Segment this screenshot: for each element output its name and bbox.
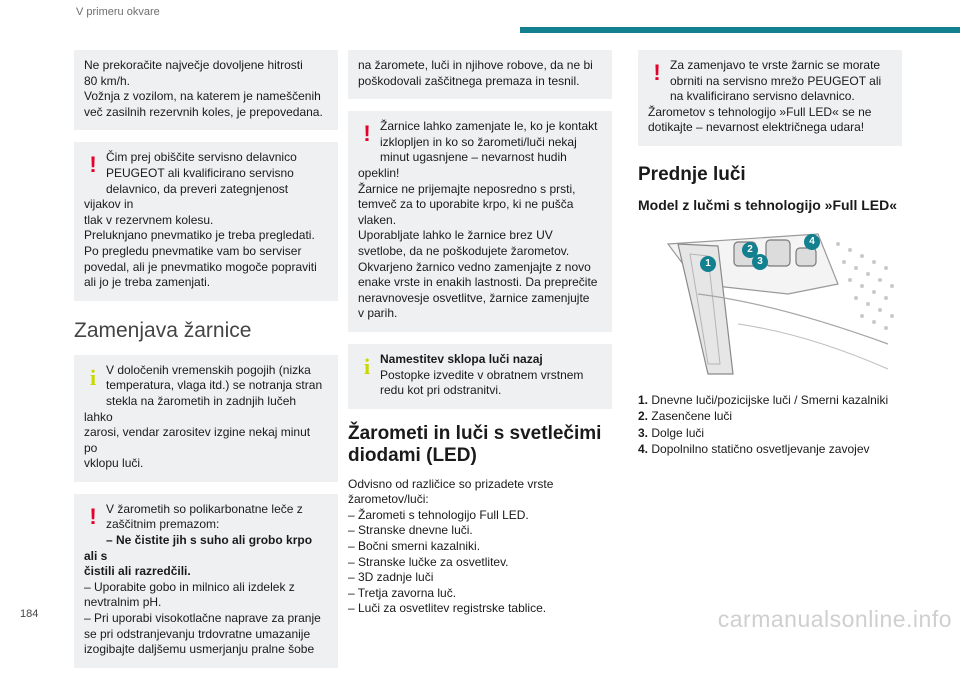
text-line: temperatura, vlaga itd.) se notranja stran: [106, 378, 323, 393]
warning-box-full-led: [638, 50, 902, 146]
warning-box-bulb-replacement: [348, 111, 612, 332]
text-line: svetlobe, da ne poškodujete žarometov.: [358, 243, 570, 258]
text-line: žarometov/luči:: [348, 492, 429, 507]
text-line: minut ugasnjene – nevarnost hudih opeklin!: [358, 150, 567, 180]
note-speed-limit: [74, 50, 338, 130]
page-number: 184: [20, 608, 39, 620]
list-item: – 3D zadnje luči: [348, 570, 434, 585]
legend-number: 3.: [638, 425, 649, 440]
legend-item: [638, 392, 902, 409]
text-line: delavnico, da preveri zategnjenost vijakov in: [84, 181, 289, 212]
legend-text: Zasenčene luči: [651, 409, 733, 424]
text-line: Preluknjano pnevmatiko je treba pregledati.: [84, 228, 315, 243]
list-item: – Luči za osvetlitev registrske tablice.: [348, 601, 547, 616]
text-line: redu kot pri odstranitvi.: [380, 383, 502, 398]
text-line: Vožnja z vozilom, na katerem je nameščenih: [84, 89, 321, 104]
bold-line: – Ne čistite jih s suho ali grobo krpo ali s: [84, 533, 313, 563]
callout-1: 1: [700, 256, 716, 272]
text-line: nevtralnim pH.: [84, 595, 162, 610]
intro-text: [348, 477, 612, 508]
text-line: Žarometov s tehnologijo »Full LED« se ne: [648, 104, 872, 119]
text-line: ali jo je treba zamenjati.: [84, 275, 211, 290]
info-i-icon: i: [363, 353, 371, 379]
text-line: na kvalificirano servisno delavnico.: [670, 89, 855, 104]
bold-line: čistili ali razredčili.: [84, 564, 191, 579]
text-line: 80 km/h.: [84, 73, 131, 88]
warning-exclamation-icon: !: [653, 60, 661, 85]
text-line: Za zamenjavo te vrste žarnic se morate: [670, 58, 881, 72]
legend-text: Dolge luči: [651, 425, 705, 440]
list-item: – Bočni smerni kazalniki.: [348, 539, 481, 554]
illustration-legend: [638, 392, 902, 458]
bold-line: Namestitev sklopa luči nazaj: [380, 351, 543, 366]
text-line: Odvisno od različice so prizadete vrste: [348, 476, 554, 491]
text-line: izklopljen in ko so žarometi/luči nekaj: [380, 134, 577, 149]
info-box-reassembly: [348, 344, 612, 409]
text-line: enake vrste in enakih lastnosti. Da preprečite: [358, 275, 598, 290]
legend-item: [638, 425, 902, 442]
text-line: Okvarjeno žarnico vedno zamenjajte z novo: [358, 259, 591, 274]
text-line: obrniti na servisno mrežo PEUGEOT ali: [670, 73, 882, 88]
text-line: Postopke izvedite v obratnem vrstnem: [380, 367, 584, 382]
headlamp-illustration: [638, 224, 902, 382]
text-line: PEUGEOT ali kvalificirano servisno: [106, 165, 294, 180]
section-title: Zamenjava žarnice: [74, 318, 252, 342]
text-line: vklopu luči.: [84, 456, 144, 471]
text-line: tlak v rezervnem kolesu.: [84, 212, 214, 227]
warning-exclamation-icon: !: [89, 152, 97, 178]
column-3: [638, 50, 902, 458]
list-item: – Stranske lučke za osvetlitev.: [348, 554, 509, 569]
text-line: neravnovesje osvetlitve, žarnice zamenjujte: [358, 290, 590, 305]
text-line: – Uporabite gobo in milnico ali izdelek z: [84, 579, 295, 594]
text-line: Žarnice lahko zamenjate le, ko je kontakt: [380, 119, 598, 134]
legend-text: Dnevne luči/pozicijske luči / Smerni kazalniki: [651, 392, 889, 407]
note-continued: [348, 50, 612, 99]
text-line: stekla na žarometih in zadnjih lučeh lahko: [84, 393, 297, 424]
text-line: zarosi, vendar zarositev izgine nekaj minut po: [84, 425, 311, 455]
legend-text: Dopolnilno statično osvetljevanje zavojev: [651, 442, 870, 457]
text-line: Žarnice ne prijemajte neposredno s prsti,: [358, 181, 576, 196]
header-title: V primeru okvare: [76, 6, 160, 18]
text-line: Ne prekoračite največje dovoljene hitrosti: [84, 58, 303, 72]
text-line: več zasilnih rezervnih koles, je prepovedana.: [84, 104, 323, 119]
legend-number: 2.: [638, 409, 649, 424]
text-line: temveč za to uporabite krpo, ki ne pušča: [358, 197, 574, 212]
watermark: carmanualsonline.info: [717, 606, 952, 632]
text-line: vlaken.: [358, 212, 397, 227]
info-i-icon: i: [89, 364, 97, 390]
callout-3: 3: [752, 254, 768, 270]
text-line: Po pregledu pnevmatike vam bo serviser: [84, 243, 302, 258]
heading-front-lights: Prednje luči: [638, 163, 746, 185]
info-box-condensation: [74, 355, 338, 482]
text-line: – Pri uporabi visokotlačne naprave za pranje: [84, 611, 321, 626]
column-2: [348, 50, 612, 617]
callout-2: 2: [742, 242, 758, 258]
callout-4: 4: [804, 234, 820, 250]
list-item: – Stranske dnevne luči.: [348, 523, 473, 538]
text-line: poškodovali zaščitnega premaza in tesnil.: [358, 73, 580, 88]
heading-led-lamps: Žarometi in luči s svetlečimi diodami (LED): [348, 422, 602, 466]
text-line: dotikajte – nevarnost električnega udara!: [648, 120, 865, 135]
text-line: izogibajte daljšemu usmerjanju pralne šobe: [84, 642, 315, 657]
headlamp-drawing: [638, 224, 902, 382]
text-line: zaščitnim premazom:: [106, 517, 220, 532]
list-item: – Žarometi s tehnologijo Full LED.: [348, 507, 529, 522]
text-line: V žarometih so polikarbonatne leče z: [106, 501, 303, 516]
text-line: v parih.: [358, 306, 398, 321]
legend-number: 1.: [638, 392, 649, 407]
text-line: na žaromete, luči in njihove robove, da ne bi: [358, 58, 593, 72]
text-line: se pri odstranjevanju trdovratne umazanije: [84, 626, 311, 641]
legend-item: [638, 408, 902, 425]
lamp-type-list: [348, 508, 612, 617]
warning-exclamation-icon: !: [89, 503, 97, 529]
text-line: Čim prej obiščite servisno delavnico: [106, 150, 297, 165]
column-1: [74, 50, 338, 680]
header-accent-bar: [520, 27, 960, 33]
list-item: – Tretja zavorna luč.: [348, 585, 457, 600]
heading-full-led-model: Model z lučmi s tehnologijo »Full LED«: [638, 196, 898, 213]
legend-number: 4.: [638, 442, 649, 457]
text-line: povedal, ali je pnevmatiko mogoče popraviti: [84, 259, 317, 274]
text-line: Uporabljate lahko le žarnice brez UV: [358, 228, 553, 243]
warning-box-service: [74, 142, 338, 300]
warning-box-polycarbonate: [74, 494, 338, 668]
warning-exclamation-icon: !: [363, 121, 371, 147]
text-line: V določenih vremenskih pogojih (nizka: [106, 362, 311, 377]
legend-item: [638, 441, 902, 458]
